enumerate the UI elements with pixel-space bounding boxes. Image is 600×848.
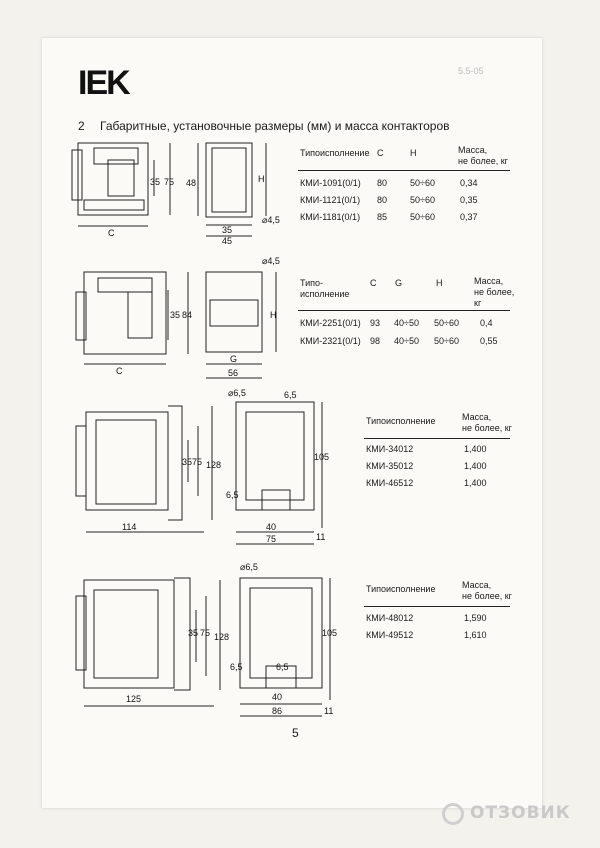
dim-4-35: 35 (188, 628, 199, 638)
dim-3-40: 40 (266, 522, 277, 532)
t2-r2-h: 50÷60 (434, 336, 459, 346)
dim-1-d45: ⌀4,5 (262, 215, 280, 225)
dim-4-65a: 6,5 (230, 662, 243, 672)
t2-header-c: C (370, 278, 377, 288)
t1-r1-c: 80 (377, 178, 388, 188)
dim-1-75: 75 (164, 177, 175, 187)
dim-2-c: C (116, 366, 123, 376)
t3-header-type: Типоисполнение (366, 416, 436, 426)
t2-r1-c: 93 (370, 318, 381, 328)
t1-header-h: H (410, 148, 417, 158)
t1-header-c: C (377, 148, 384, 158)
section-title: Габаритные, установочные размеры (мм) и масса контакторов (100, 119, 450, 133)
t2-rule (298, 310, 510, 311)
dim-3-105: 105 (314, 452, 330, 462)
drawing-3-side-view (76, 406, 212, 532)
section-number: 2 (78, 119, 85, 133)
t1-r2-c: 80 (377, 195, 388, 205)
dim-1-45: 45 (222, 236, 233, 246)
t2-header-mass: Масса, не более, кг (474, 276, 515, 308)
t2-r1-g: 40÷50 (394, 318, 419, 328)
dim-1-c: C (108, 228, 115, 238)
dim-4-65b: 6,5 (276, 662, 289, 672)
t2-r2-type: КМИ-2321(0/1) (300, 336, 361, 346)
t1-r1-type: КМИ-1091(0/1) (300, 178, 361, 188)
t2-r2-g: 40÷50 (394, 336, 419, 346)
drawing-2-front-view (206, 272, 276, 378)
t4-r1-mass: 1,590 (464, 613, 487, 623)
dim-4-125: 125 (126, 694, 142, 704)
t3-r1-type: КМИ-34012 (366, 444, 414, 454)
watermark-text: ОТЗОВИК (470, 803, 571, 823)
t3-header-mass: Масса, не более, кг (462, 412, 512, 433)
drawing-3-front-view (236, 402, 322, 544)
t3-r2-type: КМИ-35012 (366, 461, 414, 471)
t2-header-g: G (395, 278, 403, 288)
dim-4-86: 86 (272, 706, 283, 716)
t1-r3-mass: 0,37 (460, 212, 478, 222)
t1-header-mass: Масса, не более, кг (458, 145, 508, 166)
dim-2-56: 56 (228, 368, 239, 378)
dim-4-40: 40 (272, 692, 283, 702)
t1-r1-mass: 0,34 (460, 178, 478, 188)
t1-r2-h: 50÷60 (410, 195, 435, 205)
drawing-4-side-view (76, 578, 220, 706)
dim-3-65b: 6,5 (226, 490, 239, 500)
dim-3-75: 75 (192, 457, 203, 467)
dim-1-35: 35 (150, 177, 161, 187)
t4-header-mass: Масса, не более, кг (462, 580, 512, 601)
dim-4-11: 11 (324, 706, 334, 716)
t2-r2-mass: 0,55 (480, 336, 498, 346)
dim-2-h: H (270, 310, 277, 320)
dim-2-84: 84 (182, 310, 193, 320)
t1-r2-type: КМИ-1121(0/1) (300, 195, 361, 205)
t2-r1-type: КМИ-2251(0/1) (300, 318, 361, 328)
t3-rule (364, 438, 510, 439)
t2-r1-mass: 0,4 (480, 318, 493, 328)
dim-3-65a: 6,5 (284, 390, 297, 400)
dim-3-75b: 75 (266, 534, 277, 544)
t4-r2-mass: 1,610 (464, 630, 487, 640)
t1-r2-mass: 0,35 (460, 195, 478, 205)
drawing-4-front-view (240, 578, 330, 716)
t3-r1-mass: 1,400 (464, 444, 487, 454)
dim-1-48: 48 (186, 178, 197, 188)
page-number: 5 (292, 726, 299, 740)
t2-header-type: Типо- исполнение (300, 278, 350, 299)
t3-r2-mass: 1,400 (464, 461, 487, 471)
dim-4-105: 105 (322, 628, 338, 638)
t4-r2-type: КМИ-49512 (366, 630, 414, 640)
dim-2-g: G (230, 354, 238, 364)
t1-r3-c: 85 (377, 212, 388, 222)
t1-rule (298, 170, 510, 171)
t4-r1-type: КМИ-48012 (366, 613, 414, 623)
dim-2-d45: ⌀4,5 (262, 256, 280, 266)
t3-r3-type: КМИ-46512 (366, 478, 414, 488)
dim-1-h: H (258, 174, 265, 184)
dim-1-35b: 35 (222, 225, 233, 235)
t4-rule (364, 606, 510, 607)
t1-r3-type: КМИ-1181(0/1) (300, 212, 361, 222)
dim-4-128: 128 (214, 632, 230, 642)
dim-3-11: 11 (316, 532, 326, 542)
dim-4-75: 75 (200, 628, 211, 638)
drawing-1-front-view (198, 143, 266, 236)
dim-3-35: 35 (182, 457, 193, 467)
dim-3-114: 114 (122, 522, 137, 532)
dim-3-d65: ⌀6,5 (228, 388, 246, 398)
t3-r3-mass: 1,400 (464, 478, 487, 488)
t2-header-h: H (436, 278, 443, 288)
t2-r1-h: 50÷60 (434, 318, 459, 328)
t1-r1-h: 50÷60 (410, 178, 435, 188)
otzovik-logo-icon (442, 803, 464, 825)
dim-3-128: 128 (206, 460, 222, 470)
dim-4-d65: ⌀6,5 (240, 562, 258, 572)
dim-2-35: 35 (170, 310, 181, 320)
t4-header-type: Типоисполнение (366, 584, 436, 594)
t1-r3-h: 50÷60 (410, 212, 435, 222)
t2-r2-c: 98 (370, 336, 381, 346)
t1-header-type: Типоисполнение (300, 148, 370, 158)
stamp-mark: 5.5-05 (458, 66, 484, 76)
iek-logo: IEK (78, 64, 129, 102)
